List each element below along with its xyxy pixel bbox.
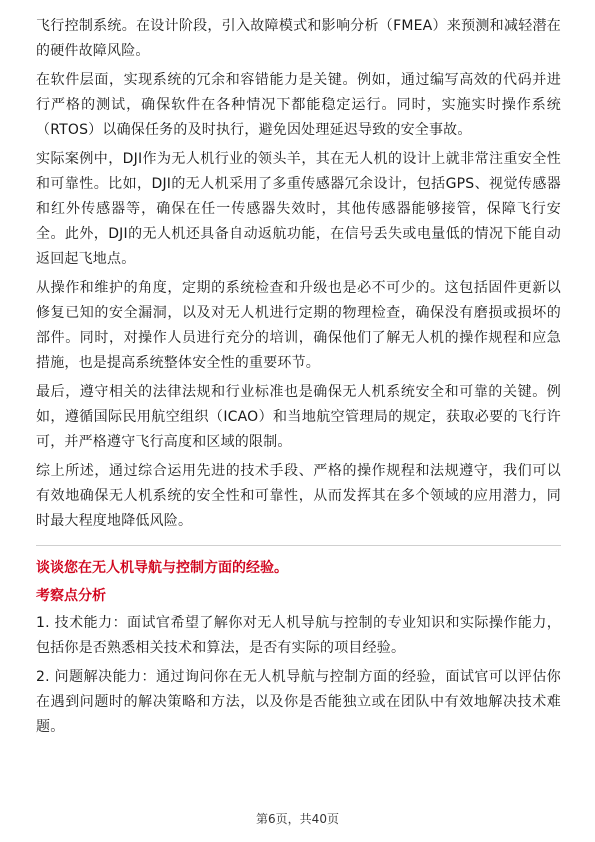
body-paragraph: 最后，遵守相关的法律法规和行业标准也是确保无人机系统安全和可靠的关键。例如，遵循国际民用航空组织（ICAO）和当地航空管理局的规定，获取必要的飞行许可，并严格遵守飞行高度和区域的限制。 xyxy=(36,384,561,450)
page-number: 第6页，共40页 xyxy=(256,812,339,826)
document-page xyxy=(36,14,561,744)
section-divider xyxy=(36,545,561,546)
body-paragraph: 实际案例中，DJI作为无人机行业的领头羊，其在无人机的设计上就非常注重安全性和可靠性。比如，DJI的无人机采用了多重传感器冗余设计，包括GPS、视觉传感器和红外传感器等，确保在任一传感器失效时，其他传感器能够接管，保障飞行安全。此外，DJI的无人机还具备自动返航功能，在信号丢失或电量低的情况下能自动返回起飞地点。 xyxy=(36,151,561,267)
analysis-heading: 考察点分析 xyxy=(36,588,106,604)
body-paragraph: 飞行控制系统。在设计阶段，引入故障模式和影响分析（FMEA）来预测和减轻潜在的硬件故障风险。 xyxy=(36,18,561,59)
question-title: 谈谈您在无人机导航与控制方面的经验。 xyxy=(36,560,288,576)
analysis-point: 2. 问题解决能力：通过询问你在无人机导航与控制方面的经验，面试官可以评估你在遇到问题时的解决策略和方法，以及你是否能独立或在团队中有效地解决技术难题。 xyxy=(36,669,561,735)
analysis-point: 1. 技术能力：面试官希望了解你对无人机导航与控制的专业知识和实际操作能力，包括你是否熟悉相关技术和算法，是否有实际的项目经验。 xyxy=(36,615,561,656)
body-paragraph: 综上所述，通过综合运用先进的技术手段、严格的操作规程和法规遵守，我们可以有效地确保无人机系统的安全性和可靠性，从而发挥其在多个领域的应用潜力，同时最大程度地降低风险。 xyxy=(36,463,561,529)
body-paragraph: 在软件层面，实现系统的冗余和容错能力是关键。例如，通过编写高效的代码并进行严格的测试，确保软件在各种情况下都能稳定运行。同时，实施实时操作系统（RTOS）以确保任务的及时执行，避免因处理延迟导致的安全事故。 xyxy=(36,72,561,138)
body-paragraph: 从操作和维护的角度，定期的系统检查和升级也是必不可少的。这包括固件更新以修复已知的安全漏洞，以及对无人机进行定期的物理检查，确保没有磨损或损坏的部件。同时，对操作人员进行充分的培训，确保他们了解无人机的操作规程和应急措施，也是提高系统整体安全性的重要环节。 xyxy=(36,280,561,371)
